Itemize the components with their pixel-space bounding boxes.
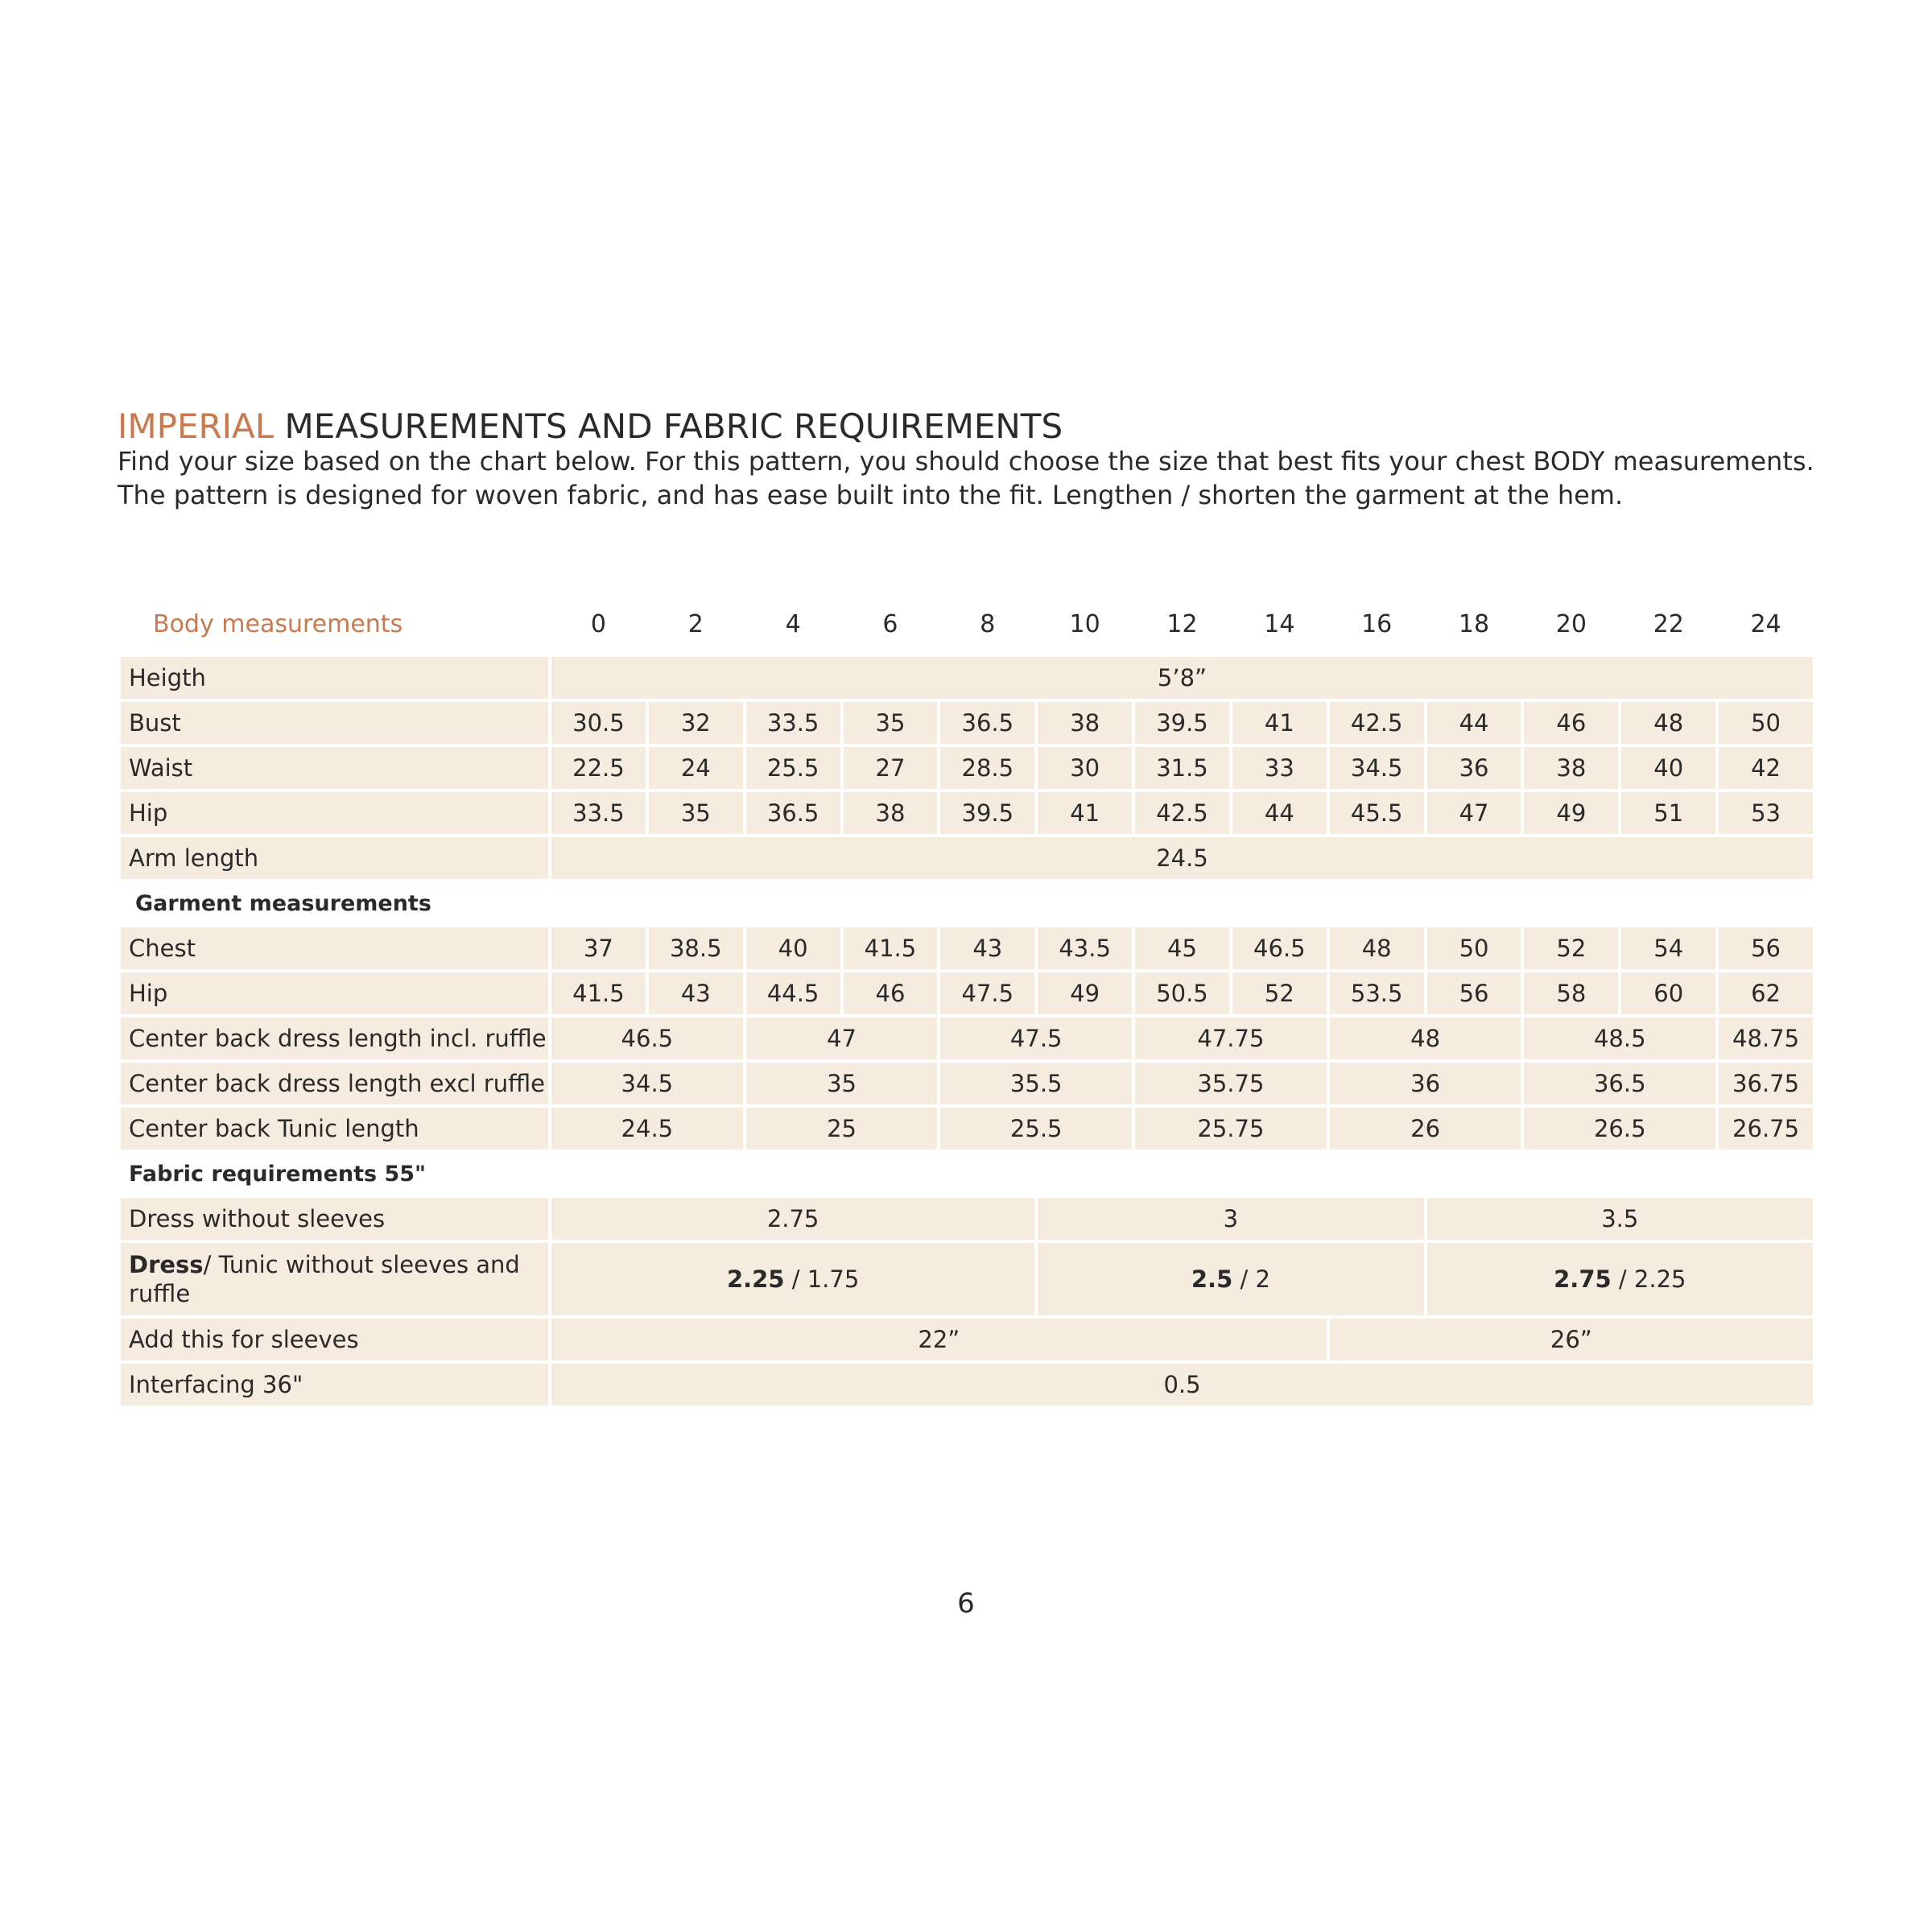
row-label: Dress without sleeves — [121, 1198, 548, 1240]
value-rest: / 2 — [1232, 1265, 1270, 1293]
size-header: 14 — [1264, 609, 1295, 638]
table-cell: 3 — [1038, 1198, 1423, 1240]
table-cell: 43 — [649, 972, 743, 1014]
table-cell: 26 — [1330, 1108, 1521, 1150]
size-header: 4 — [785, 609, 801, 638]
table-cell: 45.5 — [1330, 792, 1424, 834]
table-cell: 42.5 — [1330, 702, 1424, 744]
table-cell: 40 — [1621, 747, 1715, 789]
table-cell: 39.5 — [1135, 702, 1229, 744]
size-header: 12 — [1166, 609, 1198, 638]
table-cell: 36.5 — [1524, 1063, 1715, 1104]
row-label: Arm length — [121, 837, 548, 879]
table-cell: 54 — [1621, 927, 1715, 969]
table-cell: 0.5 — [551, 1364, 1813, 1406]
table-cell: 47.75 — [1135, 1018, 1327, 1059]
section-row — [121, 1153, 1813, 1195]
row-label: Bust — [121, 702, 548, 744]
page-heading — [118, 407, 1063, 446]
table-cell: 44 — [1427, 702, 1521, 744]
table-cell: 48 — [1621, 702, 1715, 744]
page-number: 6 — [957, 1587, 975, 1620]
label-rest: / Tunic without sleeves and ruffle — [129, 1251, 520, 1307]
row-label: Heigth — [121, 657, 548, 699]
table-cell: 42.5 — [1135, 792, 1229, 834]
table-cell: 26.75 — [1719, 1108, 1813, 1150]
table-cell: 49 — [1524, 792, 1618, 834]
section-fabric: Fabric requirements 55" — [129, 1161, 427, 1187]
table-cell: 27 — [844, 747, 938, 789]
table-cell: 62 — [1719, 972, 1813, 1014]
size-header-row — [121, 594, 1813, 654]
size-header: 20 — [1555, 609, 1587, 638]
table-cell — [1038, 1243, 1423, 1315]
row-chest — [121, 927, 1813, 969]
row-interfacing — [121, 1364, 1813, 1406]
table-cell: 56 — [1719, 927, 1813, 969]
table-cell: 47 — [1427, 792, 1521, 834]
table-cell: 38 — [844, 792, 938, 834]
table-cell: 25.5 — [746, 747, 840, 789]
row-label: Interfacing 36" — [121, 1364, 548, 1406]
table-cell: 50.5 — [1135, 972, 1229, 1014]
value-bold: 2.5 — [1191, 1265, 1233, 1293]
measurements-table — [118, 591, 1816, 1409]
table-cell: 25.5 — [940, 1108, 1132, 1150]
table-cell: 22” — [551, 1319, 1327, 1360]
table-cell: 22.5 — [551, 747, 646, 789]
row-dress-without-sleeves — [121, 1198, 1813, 1240]
table-cell: 36.5 — [940, 702, 1034, 744]
row-label: Chest — [121, 927, 548, 969]
table-cell: 52 — [1524, 927, 1618, 969]
row-dress-tunic — [121, 1243, 1813, 1315]
table-cell: 24.5 — [551, 1108, 743, 1150]
row-label — [121, 1243, 548, 1315]
table-cell: 36.5 — [746, 792, 840, 834]
size-header: 22 — [1653, 609, 1684, 638]
size-header: 10 — [1069, 609, 1100, 638]
row-bust — [121, 702, 1813, 744]
table-cell: 36.75 — [1719, 1063, 1813, 1104]
table-cell: 35.5 — [940, 1063, 1132, 1104]
row-height — [121, 657, 1813, 699]
table-cell: 44 — [1232, 792, 1327, 834]
intro-text — [118, 444, 1921, 512]
table-cell: 37 — [551, 927, 646, 969]
table-cell: 30.5 — [551, 702, 646, 744]
row-tunic-length — [121, 1108, 1813, 1150]
table-cell: 33.5 — [551, 792, 646, 834]
table-cell: 35.75 — [1135, 1063, 1327, 1104]
table-cell: 48 — [1330, 927, 1424, 969]
table-cell: 41.5 — [551, 972, 646, 1014]
table-cell: 39.5 — [940, 792, 1034, 834]
row-sleeves — [121, 1319, 1813, 1360]
table-cell: 60 — [1621, 972, 1715, 1014]
table-cell: 53 — [1719, 792, 1813, 834]
table-cell: 48.5 — [1524, 1018, 1715, 1059]
size-header: 16 — [1361, 609, 1393, 638]
row-cb-incl-ruffle — [121, 1018, 1813, 1059]
table-cell: 25.75 — [1135, 1108, 1327, 1150]
table-cell: 46.5 — [1232, 927, 1327, 969]
row-waist — [121, 747, 1813, 789]
table-cell: 46.5 — [551, 1018, 743, 1059]
row-label: Hip — [121, 972, 548, 1014]
table-cell: 46 — [1524, 702, 1618, 744]
row-hip — [121, 792, 1813, 834]
size-header: 8 — [980, 609, 996, 638]
table-cell: 33.5 — [746, 702, 840, 744]
size-header: 0 — [590, 609, 606, 638]
table-cell: 25 — [746, 1108, 938, 1150]
table-cell: 28.5 — [940, 747, 1034, 789]
height-value: 5’8” — [551, 657, 1813, 699]
table-cell: 38 — [1524, 747, 1618, 789]
table-cell: 41.5 — [844, 927, 938, 969]
table-cell: 56 — [1427, 972, 1521, 1014]
table-cell: 30 — [1038, 747, 1132, 789]
label-bold: Dress — [129, 1251, 204, 1278]
table-cell — [1427, 1243, 1813, 1315]
table-cell: 38.5 — [649, 927, 743, 969]
table-cell: 26” — [1330, 1319, 1813, 1360]
heading-rest: MEASUREMENTS AND FABRIC REQUIREMENTS — [274, 407, 1063, 446]
table-cell: 45 — [1135, 927, 1229, 969]
table-cell: 41 — [1038, 792, 1132, 834]
table-cell: 46 — [844, 972, 938, 1014]
table-title: Body measurements — [153, 609, 403, 638]
row-label: Hip — [121, 792, 548, 834]
table-cell: 51 — [1621, 792, 1715, 834]
table-cell: 42 — [1719, 747, 1813, 789]
section-row — [121, 882, 1813, 924]
row-cb-excl-ruffle — [121, 1063, 1813, 1104]
table-cell: 34.5 — [1330, 747, 1424, 789]
table-cell: 47 — [746, 1018, 938, 1059]
table-cell: 58 — [1524, 972, 1618, 1014]
table-cell: 40 — [746, 927, 840, 969]
table-cell: 2.75 — [551, 1198, 1034, 1240]
arm-length-value: 24.5 — [551, 837, 1813, 879]
row-arm-length — [121, 837, 1813, 879]
table-cell: 24 — [649, 747, 743, 789]
table-cell: 36 — [1427, 747, 1521, 789]
row-label: Center back Tunic length — [121, 1108, 548, 1150]
table-cell: 43.5 — [1038, 927, 1132, 969]
table-cell — [551, 1243, 1034, 1315]
table-cell: 41 — [1232, 702, 1327, 744]
row-label: Waist — [121, 747, 548, 789]
table-cell: 48.75 — [1719, 1018, 1813, 1059]
table-cell: 3.5 — [1427, 1198, 1813, 1240]
value-bold: 2.75 — [1554, 1265, 1612, 1293]
intro-line-2: The pattern is designed for woven fabric, and has ease built into the fit. Lengthen / shorten the garment at the hem. — [118, 480, 1624, 510]
table-cell: 26.5 — [1524, 1108, 1715, 1150]
table-cell: 47.5 — [940, 972, 1034, 1014]
table-cell: 38 — [1038, 702, 1132, 744]
table-cell: 32 — [649, 702, 743, 744]
table-cell: 47.5 — [940, 1018, 1132, 1059]
size-header: 6 — [882, 609, 898, 638]
table-cell: 50 — [1427, 927, 1521, 969]
row-label: Center back dress length excl ruffle — [121, 1063, 548, 1104]
table-cell: 36 — [1330, 1063, 1521, 1104]
size-header: 24 — [1750, 609, 1781, 638]
table-cell: 43 — [940, 927, 1034, 969]
size-header: 18 — [1458, 609, 1490, 638]
intro-line-1: Find your size based on the chart below. For this pattern, you should choose the size that best fits your chest BODY measurements. — [118, 446, 1814, 477]
table-cell: 35 — [746, 1063, 938, 1104]
table-cell: 53.5 — [1330, 972, 1424, 1014]
table-cell: 49 — [1038, 972, 1132, 1014]
table-cell: 31.5 — [1135, 747, 1229, 789]
table-cell: 48 — [1330, 1018, 1521, 1059]
heading-accent: IMPERIAL — [118, 407, 275, 446]
size-header: 2 — [687, 609, 704, 638]
value-rest: / 2.25 — [1611, 1265, 1686, 1293]
table-cell: 50 — [1719, 702, 1813, 744]
row-label: Add this for sleeves — [121, 1319, 548, 1360]
table-cell: 44.5 — [746, 972, 840, 1014]
section-garment: Garment measurements — [135, 890, 431, 916]
table-cell: 33 — [1232, 747, 1327, 789]
table-cell: 34.5 — [551, 1063, 743, 1104]
row-garment-hip — [121, 972, 1813, 1014]
table-cell: 35 — [649, 792, 743, 834]
table-cell: 52 — [1232, 972, 1327, 1014]
row-label: Center back dress length incl. ruffle — [121, 1018, 548, 1059]
table-cell: 35 — [844, 702, 938, 744]
value-rest: / 1.75 — [784, 1265, 860, 1293]
value-bold: 2.25 — [726, 1265, 785, 1293]
